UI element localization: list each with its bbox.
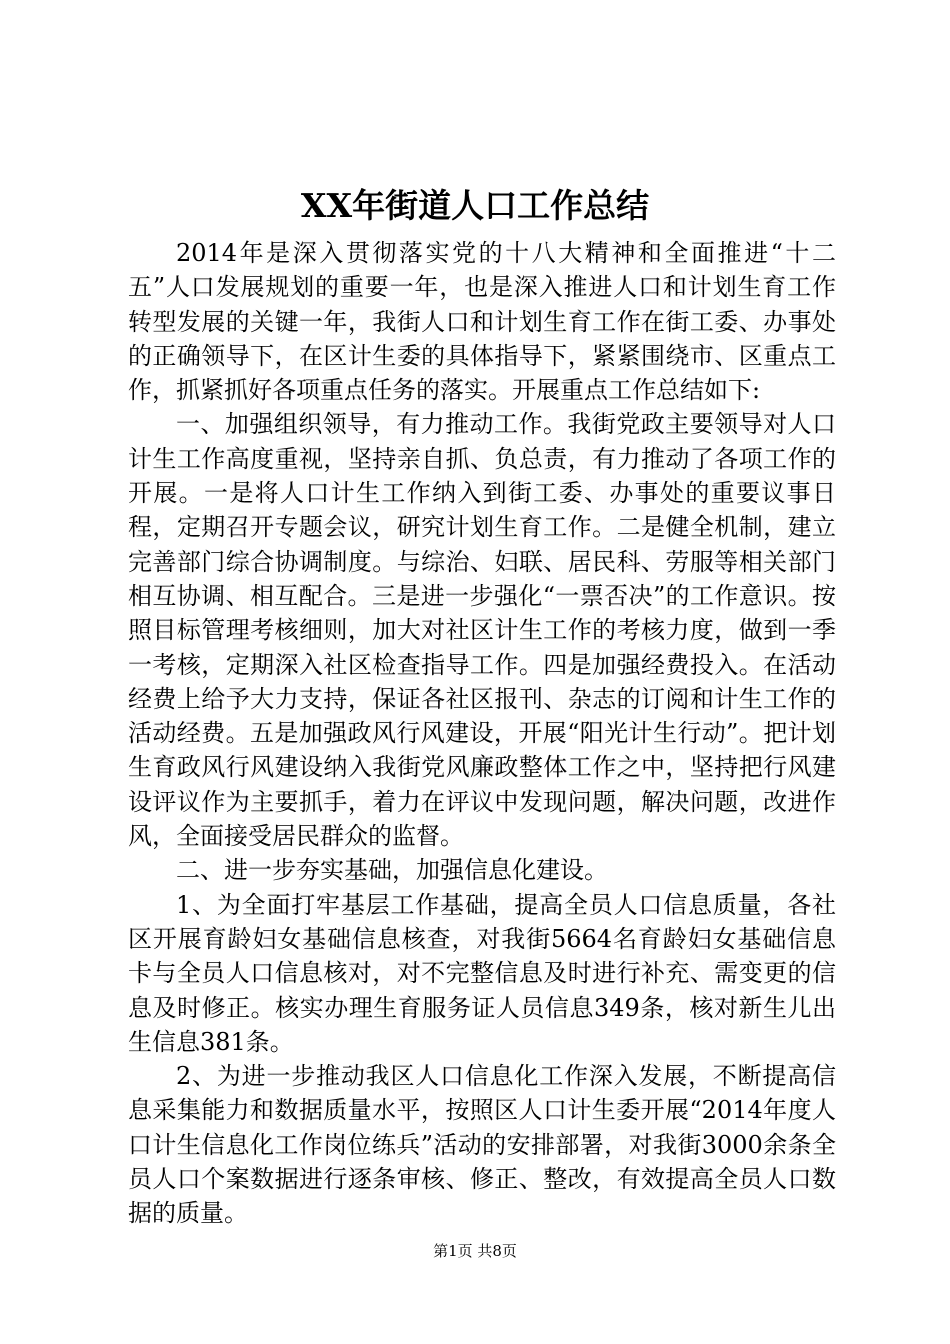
document-title: XX年街道人口工作总结: [300, 186, 650, 225]
page-footer: 第1页 共8页: [433, 1242, 517, 1260]
section-two-heading: 二、进一步夯实基础，加强信息化建设。: [176, 856, 608, 885]
section-one-paragraph: 一、加强组织领导，有力推动工作。我街党政主要领导对人口计生工作高度重视，坚持亲自抓、负总责，有力推动了各项工作的开展。一是将人口计生工作纳入到街工委、办事处的重要议事日程，定期召开专题会议，研究计划生育工作。二是健全机制，建立完善部门综合协调制度。与综治、妇联、居民科、劳服等相关部门相互协调、相互配合。三是进一步强化“一票否决”的工作意识。按照目标管理考核细则，加大对社区计生工作的考核力度，做到一季一考核，定期深入社区检查指导工作。四是加强经费投入。在活动经费上给予大力支持，保证各社区报刊、杂志的订阅和计生工作的活动经费。五是加强政风行风建设，开展“阳光计生行动”。把计划生育政风行风建设纳入我街党风廉政整体工作之中，坚持把行风建设评议作为主要抓手，着力在评议中发现问题，解决问题，改进作风，全面接受居民群众的监督。: [128, 410, 836, 851]
item-two-paragraph: 2、为进一步推动我区人口信息化工作深入发展，不断提高信息采集能力和数据质量水平，按照区人口计生委开展“2014年度人口计生信息化工作岗位练兵”活动的安排部署，对我街3000余条全员人口个案数据进行逐条审核、修正、整改，有效提高全员人口数据的质量。: [128, 1062, 836, 1228]
intro-paragraph: 2014年是深入贯彻落实党的十八大精神和全面推进“十二五”人口发展规划的重要一年，也是深入推进人口和计划生育工作转型发展的关键一年，我街人口和计划生育工作在街工委、办事处的正确领导下，在区计生委的具体指导下，紧紧围绕市、区重点工作，抓紧抓好各项重点任务的落实。开展重点工作总结如下:: [128, 239, 836, 405]
item-one-paragraph: 1、为全面打牢基层工作基础，提高全员人口信息质量，各社区开展育龄妇女基础信息核查，对我街5664名育龄妇女基础信息卡与全员人口信息核对，对不完整信息及时进行补充、需变更的信息及时修正。核实办理生育服务证人员信息349条，核对新生儿出生信息381条。: [128, 890, 836, 1056]
document-body: [128, 236, 836, 1231]
